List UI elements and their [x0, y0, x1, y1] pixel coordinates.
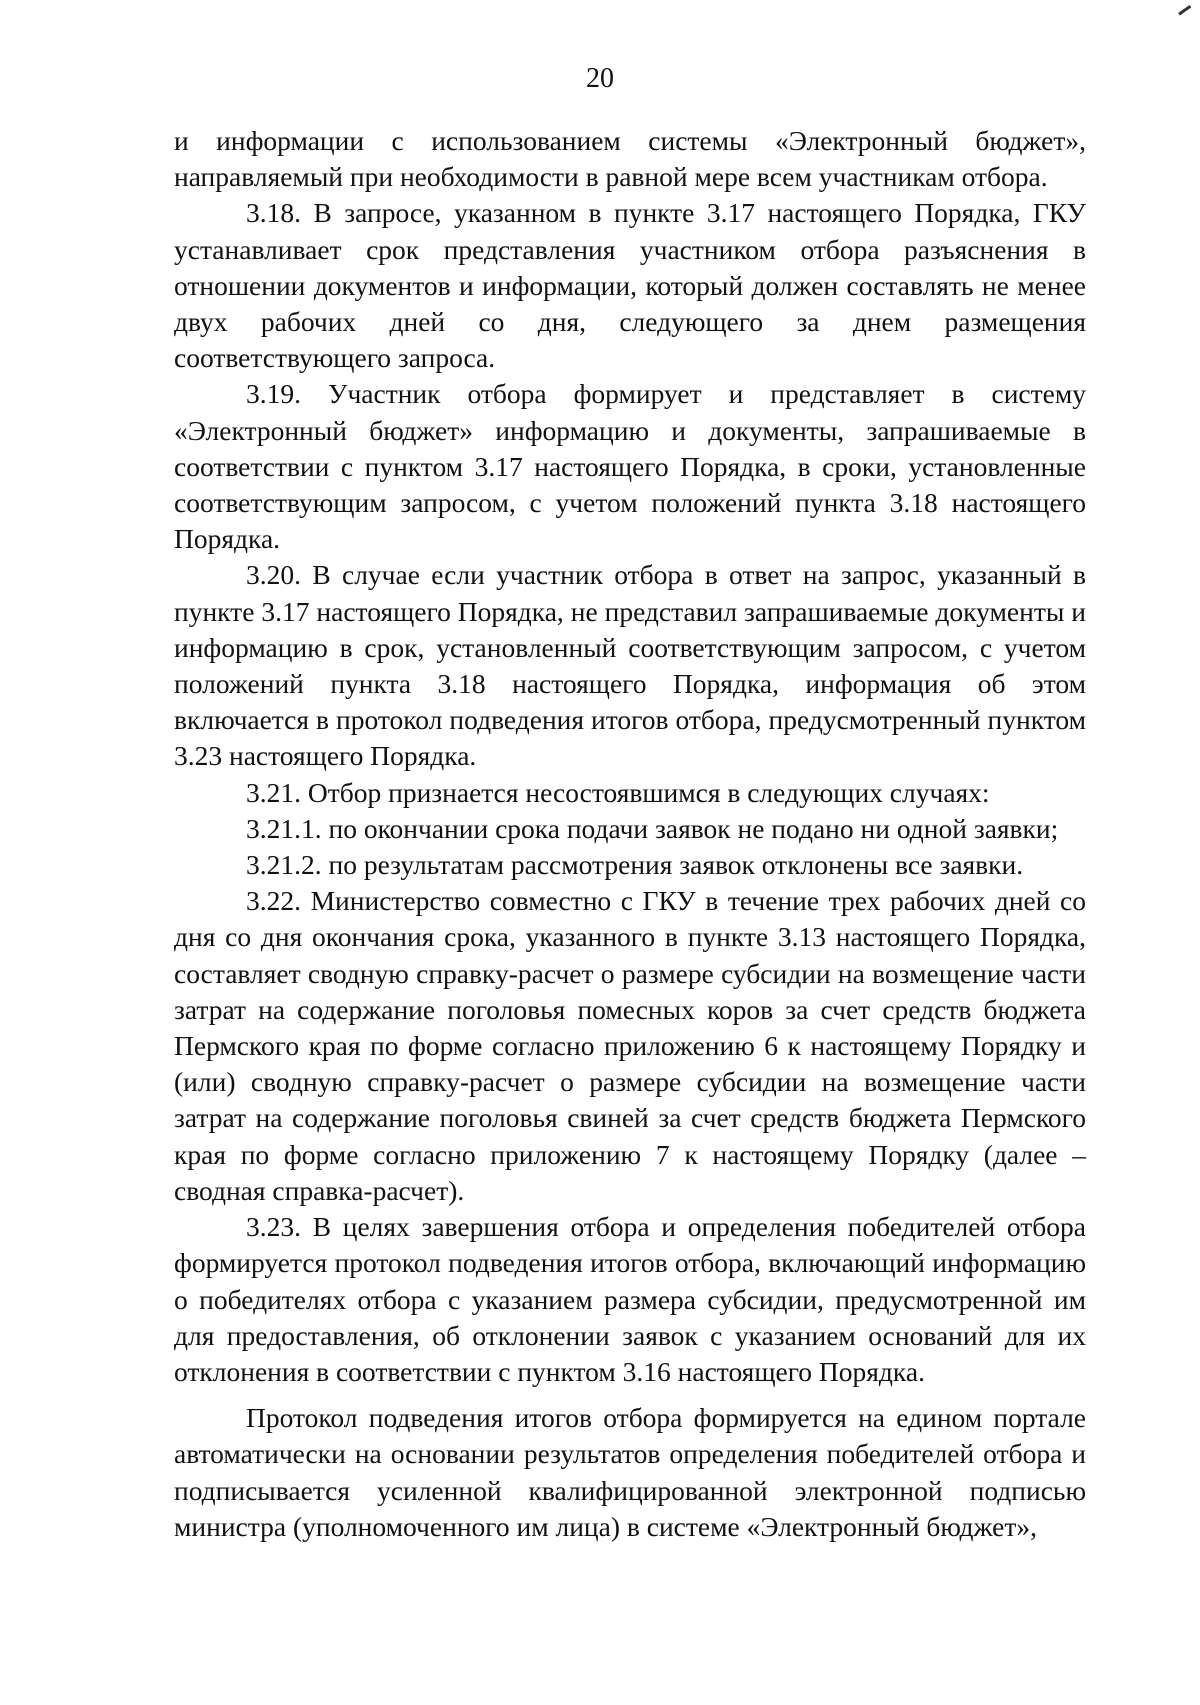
paragraph-3-18: 3.18. В запросе, указанном в пункте 3.17 настоящего Порядка, ГКУ устанавливает срок представления участником отбора разъяснения в отношении документов и информации, который должен составлять не менее двух рабочих дней со дня, следующего за днем размещения соответствующего запроса.	[174, 197, 1086, 374]
paragraph-3-19: 3.19. Участник отбора формирует и представляет в систему «Электронный бюджет» информацию и документы, запрашиваемые в соответствии с пунктом 3.17 настоящего Порядка, в сроки, установленные соответствующим запросом, с учетом положений пункта 3.18 настоящего Порядка.	[174, 378, 1086, 555]
paragraph-3-23: 3.23. В целях завершения отбора и определения победителей отбора формируется протокол подведения итогов отбора, включающий информацию о победителях отбора с указанием размера субсидии, предусмотренной им для предоставления, об отклонении заявок с указанием оснований для их отклонения в соответствии с пунктом 3.16 настоящего Порядка.	[174, 1211, 1086, 1387]
paragraph-3-21-1: 3.21.1. по окончании срока подачи заявок не подано ни одной заявки;	[246, 812, 1059, 844]
scan-corner-mark	[1178, 5, 1196, 22]
paragraph-protocol: Протокол подведения итогов отбора формируется на едином портале автоматически на основании результатов определения победителей отбора и подписывается усиленной квалифицированной электронной подписью министра (уполномоченного им лица) в системе «Электронный бюджет»,	[174, 1402, 1086, 1542]
paragraph-3-22: 3.22. Министерство совместно с ГКУ в течение трех рабочих дней со дня со дня окончания срока, указанного в пункте 3.13 настоящего Порядка, составляет сводную справку-расчет о размере субсидии на возмещение части затрат на содержание поголовья помесных коров за счет средств бюджета Пермского края по форме согласно приложению 6 к настоящему Порядку и (или) сводную справку-расчет о размере субсидии на возмещение части затрат на содержание поголовья свиней за счет средств бюджета Пермского края по форме согласно приложению 7 к настоящему Порядку (далее – сводная справка-расчет).	[174, 885, 1086, 1206]
paragraph-3-21: 3.21. Отбор признается несостоявшимся в следующих случаях:	[246, 776, 990, 808]
paragraph-continuation: и информации с использованием системы «Электронный бюджет», направляемый при необходимости в равной мере всем участникам отбора.	[174, 125, 1086, 193]
document-body	[174, 123, 1086, 1545]
paragraph-3-20: 3.20. В случае если участник отбора в ответ на запрос, указанный в пункте 3.17 настоящего Порядка, не представил запрашиваемые документы и информацию в срок, установленный соответствующим запросом, с учетом положений пункта 3.18 настоящего Порядка, информация об этом включается в протокол подведения итогов отбора, предусмотренный пунктом 3.23 настоящего Порядка.	[174, 559, 1086, 772]
page-number: 20	[586, 63, 614, 94]
paragraph-3-21-2: 3.21.2. по результатам рассмотрения заявок отклонены все заявки.	[246, 849, 1024, 881]
